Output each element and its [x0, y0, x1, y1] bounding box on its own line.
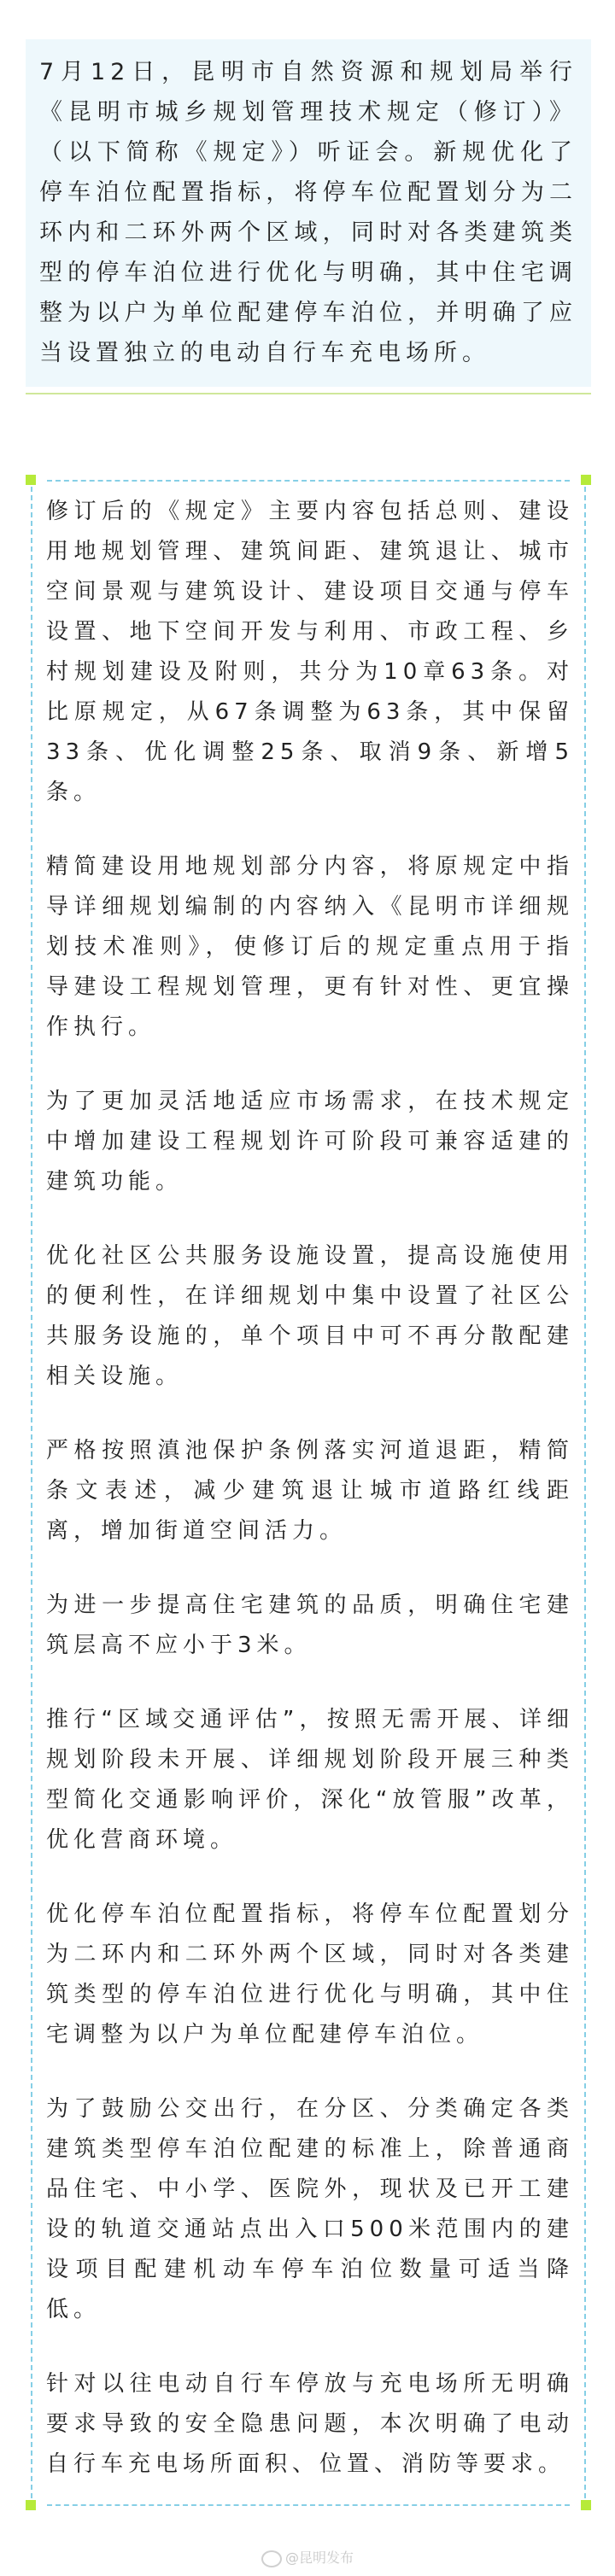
corner-square-icon: [26, 2500, 36, 2510]
intro-box: [26, 39, 591, 387]
dashed-border-left: [31, 487, 32, 2498]
dashed-border-right: [584, 487, 586, 2498]
paragraph: 精简建设用地规划部分内容，将原规定中指导详细规划编制的内容纳入《昆明市详细规划技术准则》，使修订后的规定重点用于指导建设工程规划管理，更有针对性、更宜操作执行。: [46, 854, 574, 1040]
corner-square-icon: [581, 2500, 591, 2510]
paragraph: 为了更加灵活地适应市场需求，在技术规定中增加建设工程规划许可阶段可兼容适建的建筑功能。: [46, 1089, 574, 1195]
article-body: [46, 492, 574, 2485]
corner-square-icon: [581, 475, 591, 485]
paragraph: 优化社区公共服务设施设置，提高设施使用的便利性，在详细规划中集中设置了社区公共服务设施的，单个项目中可不再分散配建相关设施。: [46, 1243, 574, 1389]
paragraph: 推行“区域交通评估”，按照无需开展、详细规划阶段未开展、详细规划阶段开展三种类型简化交通影响评价，深化“放管服”改革，优化营商环境。: [46, 1707, 574, 1853]
paragraph: 优化停车泊位配置指标，将停车位配置划分为二环内和二环外两个区域，同时对各类建筑类型的停车泊位进行优化与明确，其中住宅调整为以户为单位配建停车泊位。: [46, 1901, 574, 2047]
paragraph: 为了鼓励公交出行，在分区、分类确定各类建筑类型停车泊位配建的标准上，除普通商品住宅、中小学、医院外，现状及已开工建设的轨道交通站点出入口500米范围内的建设项目配建机动车停车泊位数量可适当降低。: [46, 2096, 574, 2322]
divider-line: [26, 393, 591, 394]
content-frame: [26, 475, 591, 2510]
dashed-border-top: [47, 480, 570, 482]
intro-text: 7月12日，昆明市自然资源和规划局举行《昆明市城乡规划管理技术规定（修订）》（以下简称《规定》）听证会。新规优化了停车泊位配置指标，将停车位配置划分为二环内和二环外两个区域，同时对各类建筑类型的停车泊位进行优化与明确，其中住宅调整为以户为单位配建停车泊位，并明确了应当设置独立的电动自行车充电场所。: [39, 59, 577, 366]
watermark-text: @昆明发布: [284, 2550, 354, 2566]
paragraph: 修订后的《规定》主要内容包括总则、建设用地规划管理、建筑间距、建筑退让、城市空间景观与建筑设计、建设项目交通与停车设置、地下空间开发与利用、市政工程、乡村规划建设及附则，共分为10章63条。对比原规定，从67条调整为63条，其中保留33条、优化调整25条、取消9条、新增5条。: [46, 499, 574, 805]
paragraph: 严格按照滇池保护条例落实河道退距，精简条文表述，减少建筑退让城市道路红线距离，增加街道空间活力。: [46, 1438, 574, 1544]
corner-square-icon: [26, 475, 36, 485]
weibo-icon: [261, 2550, 282, 2567]
paragraph: 为进一步提高住宅建筑的品质，明确住宅建筑层高不应小于3米。: [46, 1592, 574, 1658]
weibo-watermark: [0, 2549, 615, 2567]
dashed-border-bottom: [47, 2504, 570, 2506]
paragraph: 针对以往电动自行车停放与充电场所无明确要求导致的安全隐患问题，本次明确了电动自行车充电场所面积、位置、消防等要求。: [46, 2371, 574, 2477]
